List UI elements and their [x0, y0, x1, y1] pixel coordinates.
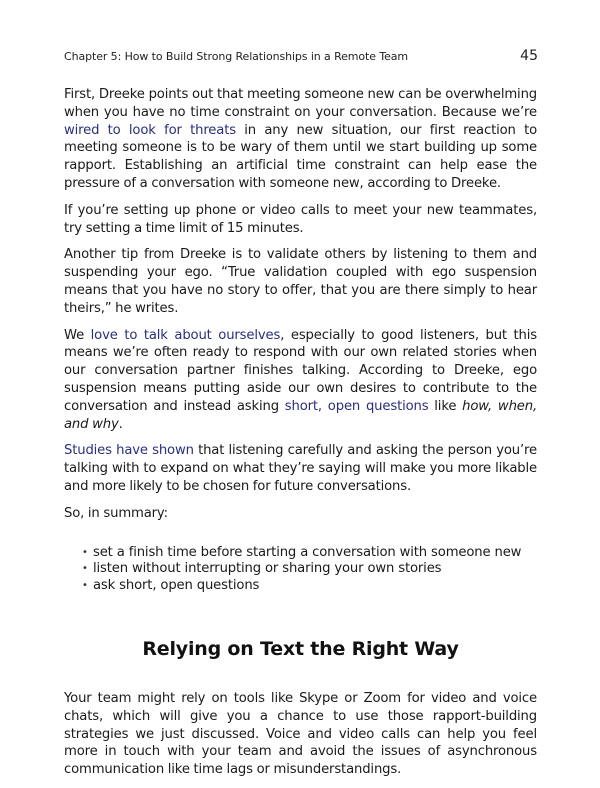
- link-love-to-talk-about-ourselves[interactable]: love to talk about ourselves: [90, 327, 281, 343]
- paragraph-6: So, in summary:: [64, 505, 168, 521]
- paragraph-3: Another tip from Dreeke is to validate others by listening to them and suspending your ego. “True validation coupled with ego suspension means that you have no story to offer, that you are there simply to hear theirs,” he writes.: [64, 247, 537, 316]
- paragraph-text: in any new situation, our first reaction to meeting someone is to be wary of them until we start building up some rapport. Establishing an artificial time constraint can help ease the pressure of a conversation with someone new, according to Dreeke.: [64, 122, 538, 191]
- summary-list: [64, 545, 537, 595]
- paragraph-text: We: [64, 327, 91, 343]
- italic-text: how, when, and why: [64, 398, 537, 432]
- paragraph-2: If you’re setting up phone or video calls to meet your new teammates, try setting a time limit of 15 minutes.: [64, 202, 537, 236]
- list-item: [82, 545, 537, 562]
- running-header: [64, 48, 538, 68]
- paragraph-text: like: [428, 398, 463, 414]
- list-item-text: ask short, open questions: [93, 577, 260, 593]
- body-text: [64, 86, 537, 788]
- paragraph-text: First, Dreeke points out that meeting someone new can be overwhelming when you have no time constraint on your conversation. Because we’re: [64, 87, 537, 120]
- paragraph-1: [64, 86, 537, 193]
- paragraph-text: .: [118, 416, 123, 432]
- list-item: [82, 578, 537, 595]
- link-wired-to-look-for-threats[interactable]: wired to look for threats: [64, 122, 236, 138]
- list-item-text: listen without interrupting or sharing your own stories: [93, 561, 442, 577]
- chapter-title: Chapter 5: How to Build Strong Relationships in a Remote Team: [64, 50, 409, 63]
- section-heading: Relying on Text the Right Way: [142, 638, 459, 661]
- list-item-text: set a finish time before starting a conversation with someone new: [93, 544, 522, 560]
- paragraph-text: that listening carefully and asking the person you’re talking with to expand on what they’re saying will make you more likable and more likely to be chosen for future conversations.: [64, 443, 537, 494]
- paragraph-4: [64, 327, 537, 434]
- section-paragraph: Your team might rely on tools like Skype or Zoom for video and voice chats, which will give you a chance to use those rapport-building strategies we just discussed. Voice and video calls can help you feel more in touch with your team and avoid the issues of asynchronous communication like time lags or misunderstandings.: [64, 691, 537, 778]
- link-short-open-questions[interactable]: short, open questions: [284, 398, 429, 414]
- page-number: 45: [520, 48, 538, 64]
- paragraph-text: , especially to good listeners, but this means we’re often ready to respond with our own related stories when our conversation partner finishes talking. According to Dreeke, ego suspension means putting aside our own desires to contribute to the conversation and instead asking: [64, 327, 537, 414]
- paragraph-5: [64, 442, 537, 495]
- link-studies-have-shown[interactable]: Studies have shown: [64, 443, 194, 459]
- bullet-icon: •: [82, 563, 88, 575]
- list-item: [82, 561, 537, 578]
- bullet-icon: •: [82, 546, 88, 558]
- bullet-icon: •: [82, 579, 88, 591]
